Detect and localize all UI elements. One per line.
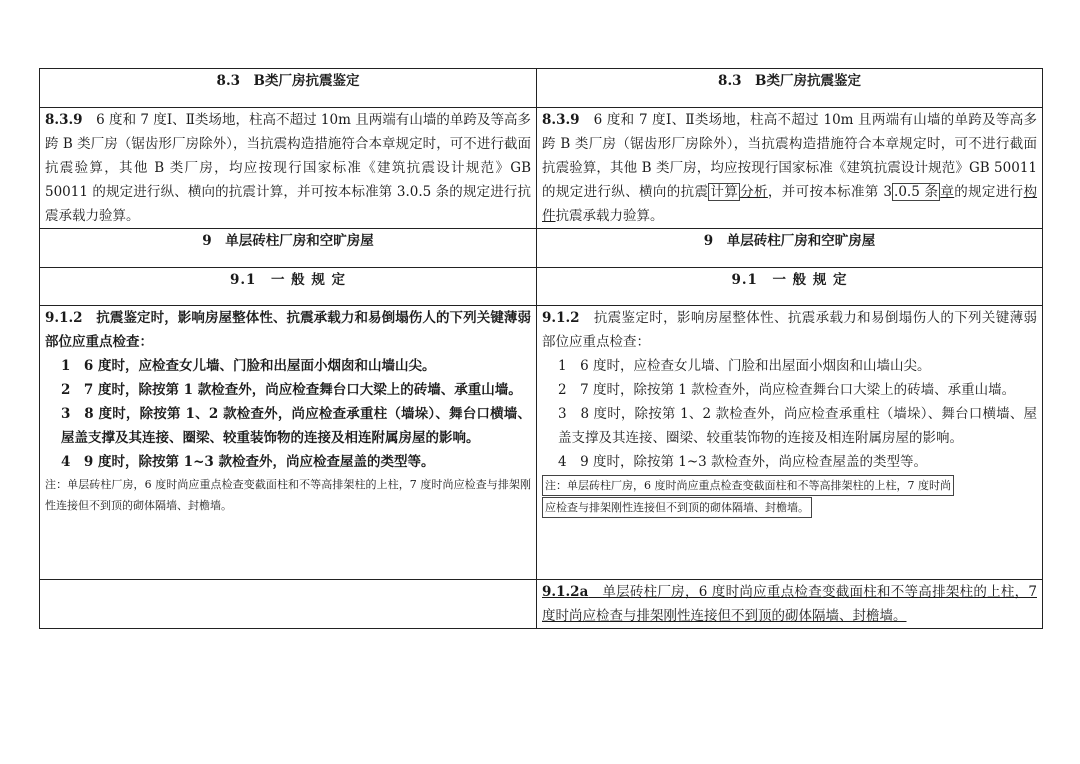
clause-839-row: [40, 108, 1043, 229]
clause-number: 9.1.2: [45, 310, 83, 326]
section-title-row: [40, 69, 1043, 108]
list-item: 4 9 度时，除按第 1~3 款检查外，尚应检查屋盖的类型等。: [558, 454, 928, 470]
list-item: 4 9 度时，除按第 1~3 款检查外，尚应检查屋盖的类型等。: [61, 454, 435, 470]
list-item: 3 8 度时，除按第 1、2 款检查外，尚应检查承重柱（墙垛）、舞台口横墙、屋盖支撑及其连接、圈梁、较重装饰物的连接及相连附属房屋的影响。: [61, 406, 531, 446]
inserted-clause: [542, 584, 1037, 624]
clause-note: 注：单层砖柱厂房，6 度时尚应重点检查变截面柱和不等高排架柱的上柱，7 度时尚应检查与排架刚性连接但不到顶的砌体隔墙、封檐墙。: [45, 478, 531, 512]
clause-number: 8.3.9: [542, 112, 580, 128]
deleted-note-line: 应检查与排架刚性连接但不到顶的砌体隔墙、封檐墙。: [542, 497, 812, 518]
clause-text: 6 度和 7 度Ⅰ、Ⅱ类场地，柱高不超过 10m 且两端有山墙的单跨及等高多跨 B 类厂房（锯齿形厂房除外），当抗震构造措施符合本章规定时，可不进行截面抗震验算，其他 B 类厂房，均应按现行国家标准《建筑抗震设计规范》GB 50011 的规定进行纵、横向的抗震计算，并可按本标准第 3.0.5 条的规定进行抗震承载力验算。: [45, 112, 531, 224]
right-clause-912: [537, 306, 1043, 580]
list-item: 1 6 度时，应检查女儿墙、门脸和出屋面小烟囱和山墙山尖。: [558, 358, 931, 374]
clause-text: 的规定进行: [954, 184, 1024, 200]
right-section-title: 8.3 B类厂房抗震鉴定: [537, 69, 1043, 108]
subsection-title-row: [40, 268, 1043, 306]
clause-text: 单层砖柱厂房，6 度时尚应重点检查变截面柱和不等高排架柱的上柱，7 度时尚应检查与排架刚性连接但不到顶的砌体隔墙、封檐墙。: [542, 584, 1037, 624]
inserted-text: 构件: [542, 184, 1038, 224]
clause-note-deleted: [542, 474, 1037, 518]
clause-text: 6 度和 7 度Ⅰ、Ⅱ类场地，柱高不超过 10m 且两端有山墙的单跨及等高多跨 B 类厂房（锯齿形厂房除外），当抗震构造措施符合本章规定时，可不进行截面抗震验算，其他 B 类厂房，均应按现行国家标准《建筑抗震设计规范》GB 50011 的规定进行纵、横向的抗震: [542, 112, 1037, 200]
inserted-text: 章: [940, 184, 955, 200]
left-empty-cell: [40, 580, 537, 629]
list-item: 2 7 度时，除按第 1 款检查外，尚应检查舞台口大梁上的砖墙、承重山墙。: [558, 382, 1016, 398]
clause-912-row: [40, 306, 1043, 580]
inserted-text: 分析: [740, 184, 768, 200]
left-section-title: 8.3 B类厂房抗震鉴定: [40, 69, 537, 108]
right-clause-839: [537, 108, 1043, 229]
left-chapter-title: 9 单层砖柱厂房和空旷房屋: [40, 229, 537, 268]
clause-intro: 抗震鉴定时，影响房屋整体性、抗震承载力和易倒塌伤人的下列关键薄弱部位应重点检查：: [45, 310, 531, 350]
clause-text: ，并可按本标准第 3: [767, 184, 893, 200]
deleted-text: .0.5 条: [894, 184, 939, 200]
chapter-title-row: [40, 229, 1043, 268]
list-item: 2 7 度时，除按第 1 款检查外，尚应检查舞台口大梁上的砖墙、承重山墙。: [61, 382, 522, 398]
deleted-text: 计算: [710, 184, 739, 200]
clause-number: 9.1.2: [542, 310, 580, 326]
clause-number: 9.1.2a: [542, 584, 589, 600]
clause-number: 8.3.9: [45, 112, 83, 128]
comparison-table: [39, 68, 1043, 629]
left-clause-912: [40, 306, 537, 580]
left-clause-839: [40, 108, 537, 229]
left-subsection-title: 9.1 一 般 规 定: [40, 268, 537, 306]
clause-intro: 抗震鉴定时，影响房屋整体性、抗震承载力和易倒塌伤人的下列关键薄弱部位应重点检查：: [542, 310, 1037, 350]
list-item: 3 8 度时，除按第 1、2 款检查外，尚应检查承重柱（墙垛）、舞台口横墙、屋盖支撑及其连接、圈梁、较重装饰物的连接及相连附属房屋的影响。: [558, 406, 1037, 446]
right-chapter-title: 9 单层砖柱厂房和空旷房屋: [537, 229, 1043, 268]
deleted-note-line: 注：单层砖柱厂房，6 度时尚应重点检查变截面柱和不等高排架柱的上柱，7 度时尚: [542, 475, 954, 496]
right-subsection-title: 9.1 一 般 规 定: [537, 268, 1043, 306]
right-clause-912a: [537, 580, 1043, 629]
clause-912a-row: [40, 580, 1043, 629]
clause-text: 抗震承载力验算。: [555, 208, 664, 224]
list-item: 1 6 度时，应检查女儿墙、门脸和出屋面小烟囱和山墙山尖。: [61, 358, 436, 374]
